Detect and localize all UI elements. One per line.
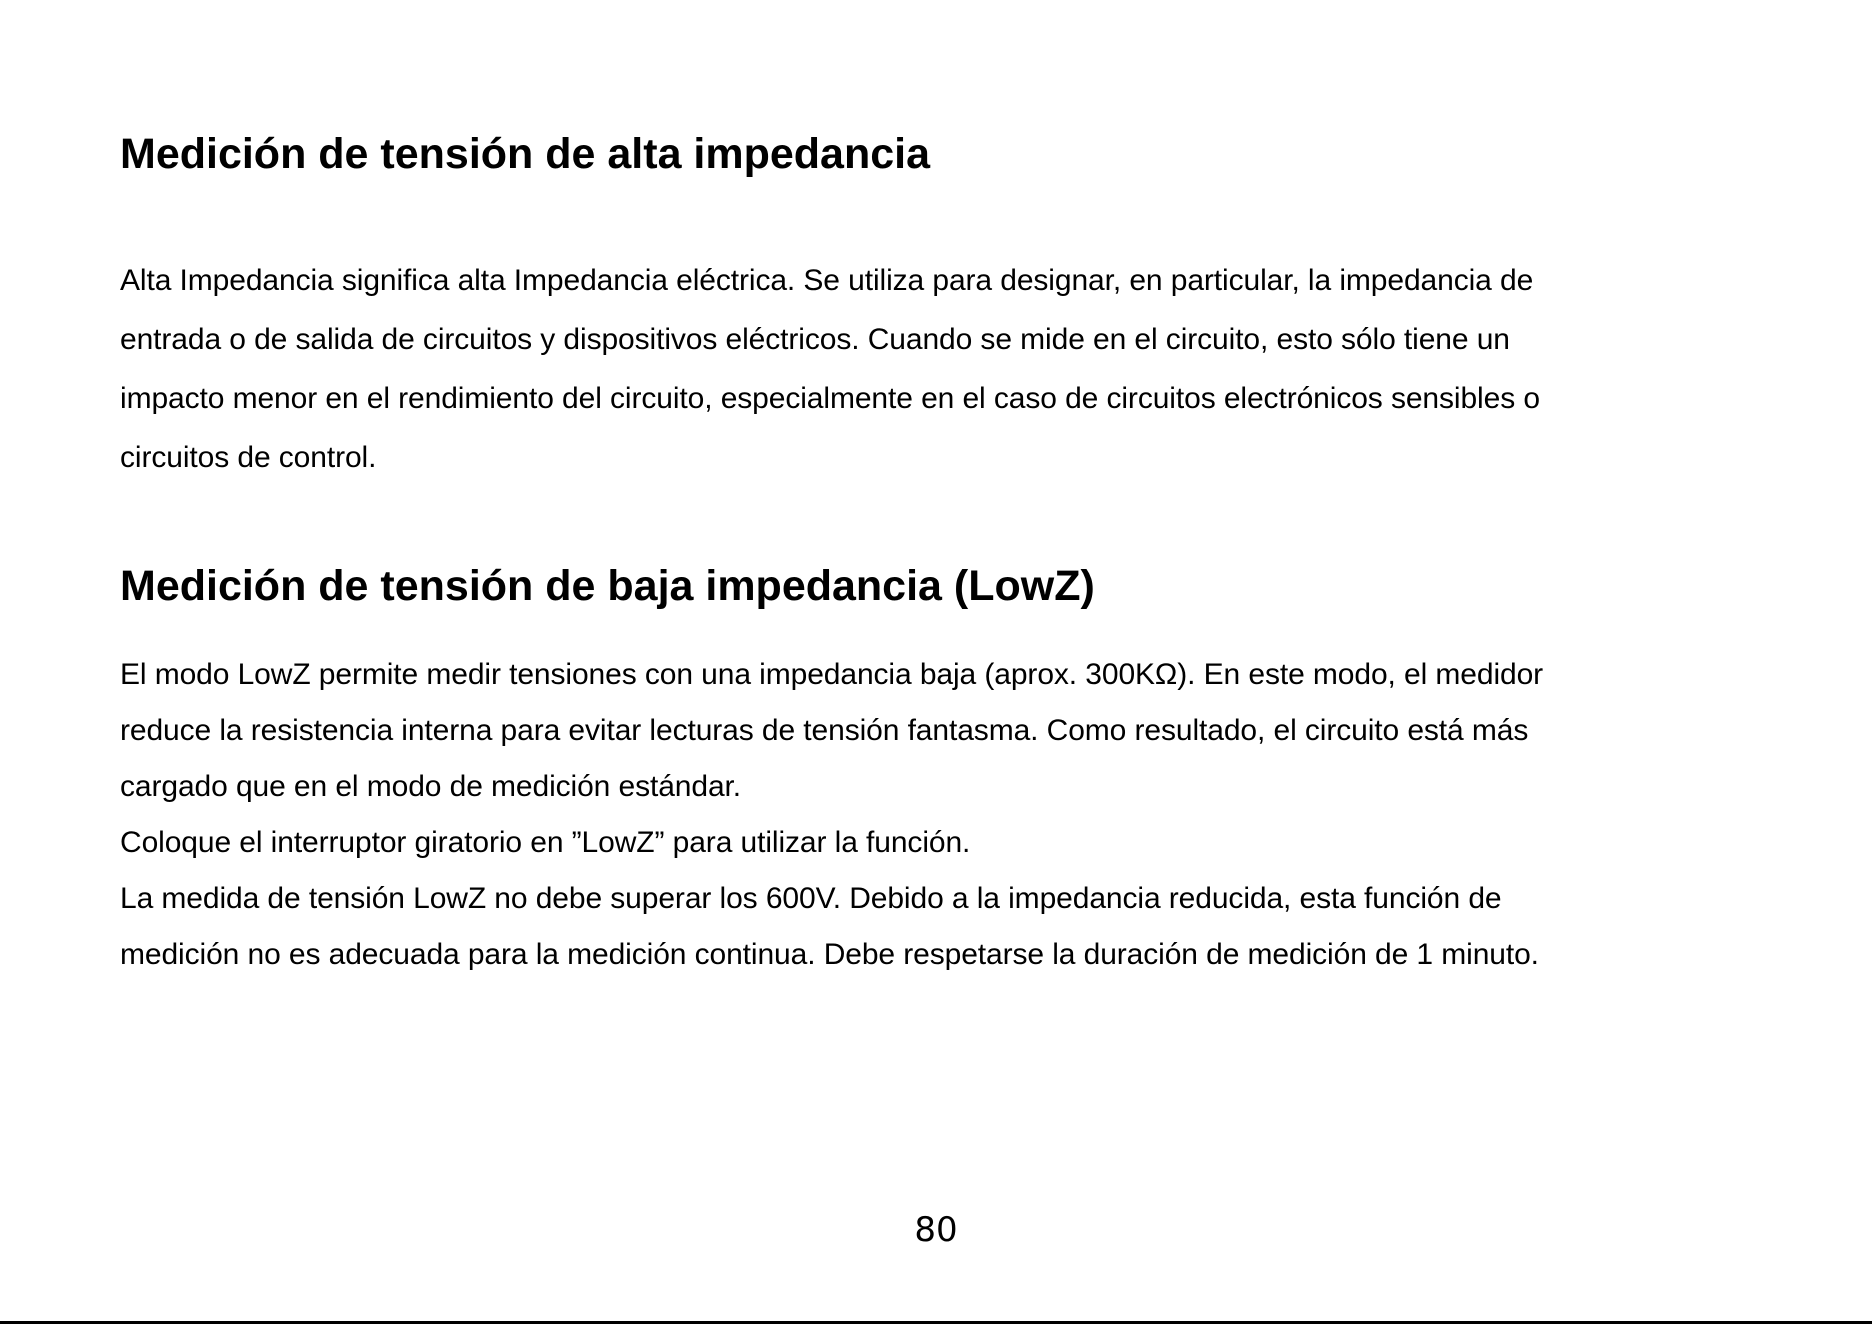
- text-line: La medida de tensión LowZ no debe superar los 600V. Debido a la impedancia reducida, esta función de: [120, 882, 1502, 915]
- text-line: Alta Impedancia significa alta Impedancia eléctrica. Se utiliza para designar, en particular, la impedancia de: [120, 264, 1534, 297]
- page-number: 80: [914, 1210, 958, 1250]
- paragraph-low-impedance: [120, 652, 1760, 988]
- text-line: entrada o de salida de circuitos y dispositivos eléctricos. Cuando se mide en el circuito, esto sólo tiene un: [120, 323, 1510, 356]
- section-heading-low-impedance: Medición de tensión de baja impedancia (LowZ): [120, 562, 1095, 610]
- text-line: impacto menor en el rendimiento del circuito, especialmente en el caso de circuitos electrónicos sensibles o: [120, 382, 1540, 415]
- text-line: cargado que en el modo de medición estándar.: [120, 770, 742, 803]
- section-heading-high-impedance: Medición de tensión de alta impedancia: [120, 130, 931, 178]
- text-line: medición no es adecuada para la medición continua. Debe respetarse la duración de medición de 1 minuto.: [120, 938, 1539, 971]
- paragraph-high-impedance: [120, 258, 1760, 494]
- text-line: Coloque el interruptor giratorio en ”LowZ” para utilizar la función.: [120, 826, 971, 859]
- text-line: El modo LowZ permite medir tensiones con una impedancia baja (aprox. 300KΩ). En este modo, el medidor: [120, 658, 1544, 691]
- text-line: circuitos de control.: [120, 441, 377, 474]
- text-line: reduce la resistencia interna para evitar lecturas de tensión fantasma. Como resultado, el circuito está más: [120, 714, 1529, 747]
